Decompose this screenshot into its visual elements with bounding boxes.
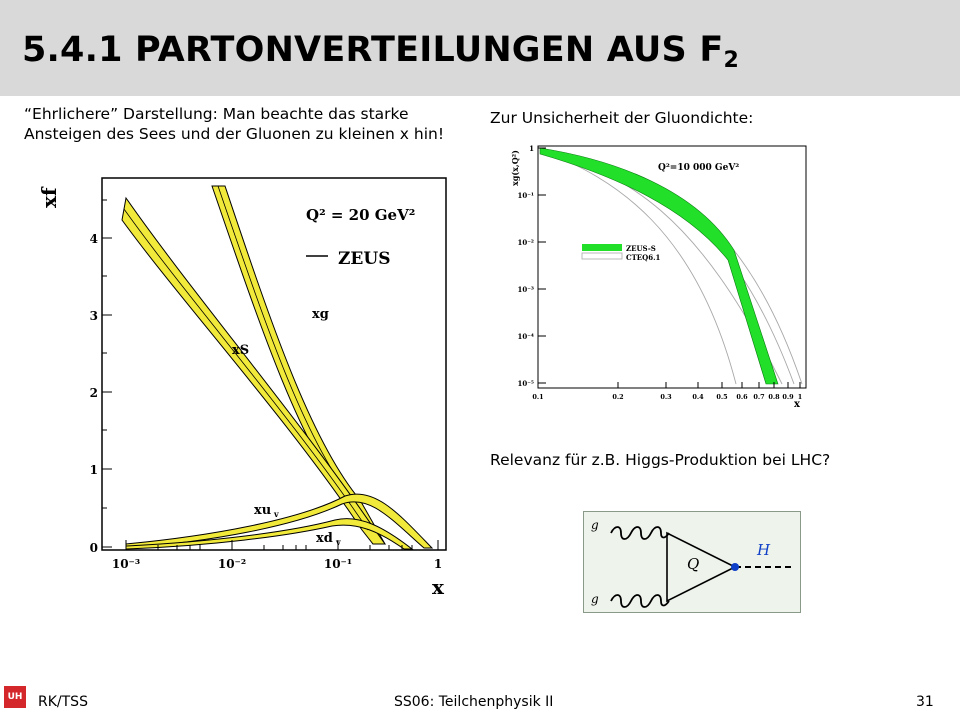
curve-label-xd-sub: v (336, 537, 341, 547)
pdf-x-tick-label: 1 (433, 557, 443, 571)
gluon-x-tick-label: 0.6 (736, 393, 748, 401)
pdf-legend-label: ZEUS (338, 249, 391, 269)
pdf-figure (37, 160, 465, 600)
pdf-y-tick-label: 3 (89, 309, 98, 323)
left-caption (24, 104, 444, 144)
gluon-x-tick-label: 0.5 (716, 393, 728, 401)
footer-course: SS06: Teilchenphysik II (394, 694, 554, 710)
gluon-y-tick-label: 10⁻² (517, 238, 534, 247)
gluon-y-tick-label: 10⁻⁵ (517, 379, 534, 388)
gluon-legend (582, 244, 661, 262)
pdf-x-tick-label: 10⁻¹ (323, 557, 353, 571)
left-caption-line-1: “Ehrlichere” Darstellung: Man beachte das starke (24, 105, 409, 123)
gluon-x-tick-label: 0.4 (692, 393, 704, 401)
feynman-diagram (583, 511, 801, 613)
gluon-x-tick-label: 0.3 (660, 393, 672, 401)
pdf-y-tick-label: 1 (89, 463, 98, 477)
gluon-legend-label-1: ZEUS-S (626, 244, 656, 253)
slide-title (22, 30, 739, 73)
pdf-y-tick-label: 4 (89, 232, 98, 246)
slide-title-subscript: 2 (723, 48, 739, 73)
gluon-figure (496, 140, 814, 412)
page-number: 31 (916, 694, 934, 710)
gluon-y-axis-label: xg(x,Q²) (510, 150, 520, 186)
slide-title-text: 5.4.1 PARTONVERTEILUNGEN AUS F (22, 30, 724, 70)
curve-label-xu-sub: v (274, 509, 279, 519)
footer-author: RK/TSS (38, 694, 88, 710)
pdf-x-axis-label: x (432, 575, 444, 599)
pdf-y-axis-label: xf (37, 187, 61, 208)
label-gluon-top: g (591, 518, 599, 532)
gluon-legend-label-2: CTEQ6.1 (626, 253, 661, 262)
gluon-x-tick-label: 1 (797, 393, 803, 401)
gluon-y-tick-label: 10⁻¹ (517, 191, 534, 200)
pdf-q2-label: Q² = 20 GeV² (306, 206, 416, 224)
gluon-x-tick-label: 0.8 (768, 393, 780, 401)
uh-logo: UH (4, 686, 26, 708)
curve-label-xu: xu (254, 503, 272, 518)
gluon-y-tick-label: 10⁻³ (517, 285, 534, 294)
left-caption-line-2: Ansteigen des Sees und der Gluonen zu kleinen x hin! (24, 125, 445, 143)
gluon-q2-label: Q²=10 000 GeV² (658, 163, 740, 173)
right-caption-top: Zur Unsicherheit der Gluondichte: (490, 109, 754, 127)
curve-label-xg: xg (312, 307, 329, 322)
pdf-x-tick-label: 10⁻² (217, 557, 247, 571)
gluon-y-tick-label: 10⁻⁴ (517, 332, 534, 341)
curve-label-xs: xS (232, 343, 250, 358)
footer (0, 686, 960, 720)
gluon-x-tick-label: 0.1 (532, 393, 544, 401)
right-caption-bottom: Relevanz für z.B. Higgs-Produktion bei LHC? (490, 451, 831, 469)
pdf-y-tick-label: 2 (89, 386, 98, 400)
gluon-x-axis-label: x (794, 399, 800, 410)
label-gluon-bottom: g (591, 592, 599, 606)
gluon-y-tick-label: 1 (529, 144, 534, 153)
gluon-x-tick-label: 0.2 (612, 393, 624, 401)
legend-swatch-zeus-s (582, 244, 622, 251)
curve-label-xd: xd (316, 531, 333, 546)
pdf-x-tick-label: 10⁻³ (111, 557, 141, 571)
pdf-y-tick-label: 0 (89, 541, 98, 555)
label-higgs: H (757, 541, 771, 559)
higgs-vertex (731, 563, 739, 571)
label-quark: Q (687, 555, 700, 573)
gluon-x-tick-label: 0.7 (753, 393, 765, 401)
gluon-x-tick-label: 0.9 (782, 393, 794, 401)
